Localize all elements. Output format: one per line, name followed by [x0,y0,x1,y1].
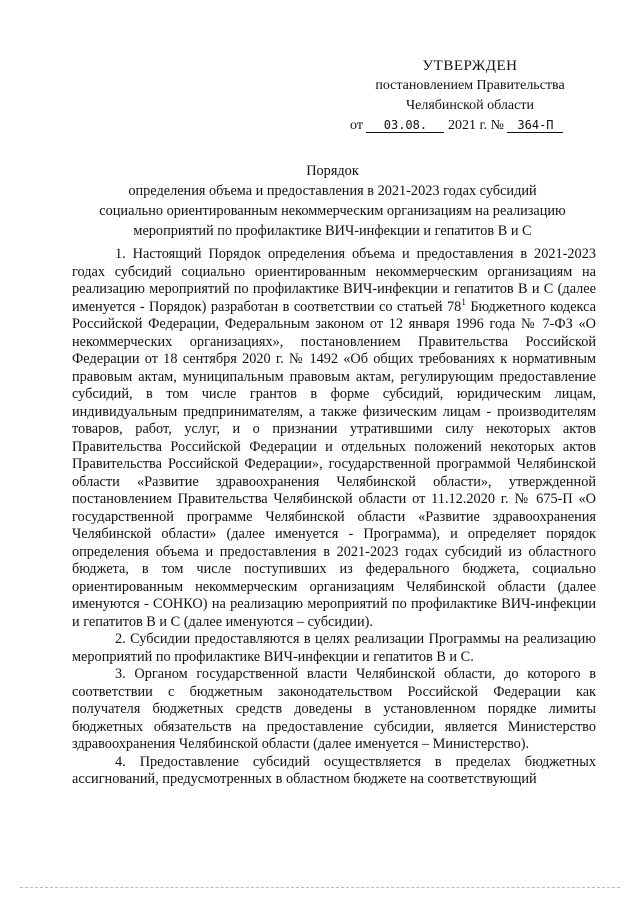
paragraph-3: 3. Органом государственной власти Челябинской области, до которого в соответствии с бюджетным законодательством Российской Федерации как получателя бюджетных средств доведены в установленном порядке лимиты бюджетных обязательств на предоставление субсидии, является Министерство здравоохранения Челябинской области (далее именуется – Министерство). [72,666,596,752]
paragraph-4: 4. Предоставление субсидий осуществляется в пределах бюджетных ассигнований, предусмотренных в областном бюджете на соответствующий [72,753,596,787]
paragraph-1 [72,246,596,631]
paragraph-1-part-a: 1. Настоящий Порядок определения объема и предоставления в 2021-2023 годах субсидий социально ориентированным некоммерческим организациям на реализацию мероприятий по профилактике ВИЧ-инфекции и гепатитов В и С (далее именуется - Порядок) разработан в соответствии со статьей 78 [72,246,596,315]
title-line-3: мероприятий по профилактике ВИЧ-инфекции и гепатитов В и С [133,223,532,239]
approved-heading: УТВЕРЖДЕН [422,58,518,74]
approval-date: 03.08. [366,118,444,133]
approval-number: 364-П [507,118,563,133]
paragraph-1-part-b: Бюджетного кодекса Российской Федерации, Федеральным законом от 12 января 1996 года № 7-ФЗ «О некоммерческих организациях», постановлением Правительства Российской Федерации от 18 сентября 2020 г. № 1492 «Об общих требованиях к нормативным правовым актам, муниципальным правовым актам, регулирующим предоставление субсидий, в том числе грантов в форме субсидий, юридическим лицам, индивидуальным предпринимателям, а также физическим лицам - производителям товаров, работ, услуг, и о признании утратившими силу некоторых актов Правительства Российской Федерации и отдельных положений некоторых актов Правительства Российской Федерации», государственной программой Челябинской области «Развитие здравоохранения Челябинской области», утвержденной постановлением Правительства Челябинской области от 11.12.2020 г. № 675-П «О государственной программе Челябинской области «Развитие здравоохранения Челябинской области» (далее именуется - Программа), и определяет порядок определения объема и предоставления в 2021-2023 годах субсидий из областного бюджета, в том числе поступивших из федерального бюджета, социально ориентированным некоммерческим организациям Челябинской области (далее именуются - СОНКО) на реализацию мероприятий по профилактике ВИЧ-инфекции и гепатитов В и С (далее именуются – субсидии). [72,298,596,630]
year-text: 2021 г. № [447,118,504,133]
approval-region-line: Челябинской области [406,98,534,113]
approval-resolution-line: постановлением Правительства [375,78,565,93]
document-body [72,246,596,789]
title-line-2: социально ориентированным некоммерческим организациям на реализацию [99,203,566,219]
approval-stamp [350,56,590,136]
article-superscript: 1 [461,296,466,307]
title-heading: Порядок [306,163,359,179]
from-prefix: от [350,118,363,133]
approval-date-row [350,116,590,136]
page-bottom-divider [20,887,620,888]
document-title [70,161,595,241]
title-line-1: определения объема и предоставления в 2021-2023 годах субсидий [128,183,537,199]
paragraph-2: 2. Субсидии предоставляются в целях реализации Программы на реализацию мероприятий по профилактике ВИЧ-инфекции и гепатитов В и С. [72,631,596,665]
